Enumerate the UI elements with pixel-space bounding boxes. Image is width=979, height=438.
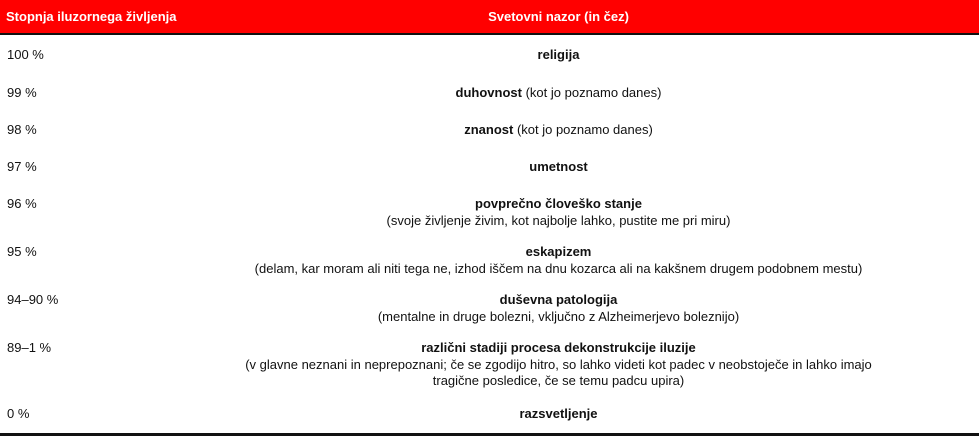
row-description [0,244,979,277]
row-description [0,122,979,139]
row-detail: (svoje življenje živim, kot najbolje lahko, pustite me pri miru) [386,212,731,228]
row-title: eskapizem [525,244,592,259]
row-detail: (delam, kar moram ali niti tega ne, izhod iščem na dnu kozarca ali na kakšnem drugem podobnem mestu) [254,260,863,276]
row-percent: 100 % [7,47,44,62]
row-percent: 99 % [7,85,37,100]
row-percent: 0 % [7,406,30,421]
row-percent: 96 % [7,196,37,211]
row-title: umetnost [529,159,588,174]
row-percent: 97 % [7,159,37,174]
row-description [0,292,979,325]
table-header [0,0,979,35]
row-title: razsvetljenje [519,406,598,421]
row-description [0,85,979,102]
row-description [0,159,979,176]
row-percent: 89–1 % [7,340,52,355]
row-percent: 98 % [7,122,37,137]
table-bottom-border [0,433,979,436]
row-title: povprečno človeško stanje [475,196,642,211]
row-description [0,47,979,64]
row-detail: (mentalne in druge bolezni, vključno z Alzheimerjevo boleznijo) [377,308,740,324]
row-title: duševna patologija [499,292,618,307]
row-title: različni stadiji procesa dekonstrukcije iluzije [421,340,696,355]
row-percent: 94–90 % [7,292,59,307]
row-detail: (v glavne neznani in neprepoznani; če se zgodijo hitro, so lahko videti kot padec v neobstoječe in lahko imajo [245,356,872,372]
row-detail: tragične posledice, če se temu padcu upira) [432,373,685,388]
header-col-level: Stopnja iluzornega življenja [6,9,177,24]
row-description [0,196,979,229]
row-description [0,406,979,423]
row-description [0,340,979,390]
row-suffix: (kot jo poznamo danes) [513,122,653,137]
row-suffix: (kot jo poznamo danes) [521,85,662,100]
row-title: religija [537,47,580,62]
row-title: duhovnost [455,85,522,100]
row-title: znanost [464,122,514,137]
header-col-worldview: Svetovni nazor (in čez) [488,9,629,24]
row-percent: 95 % [7,244,37,259]
